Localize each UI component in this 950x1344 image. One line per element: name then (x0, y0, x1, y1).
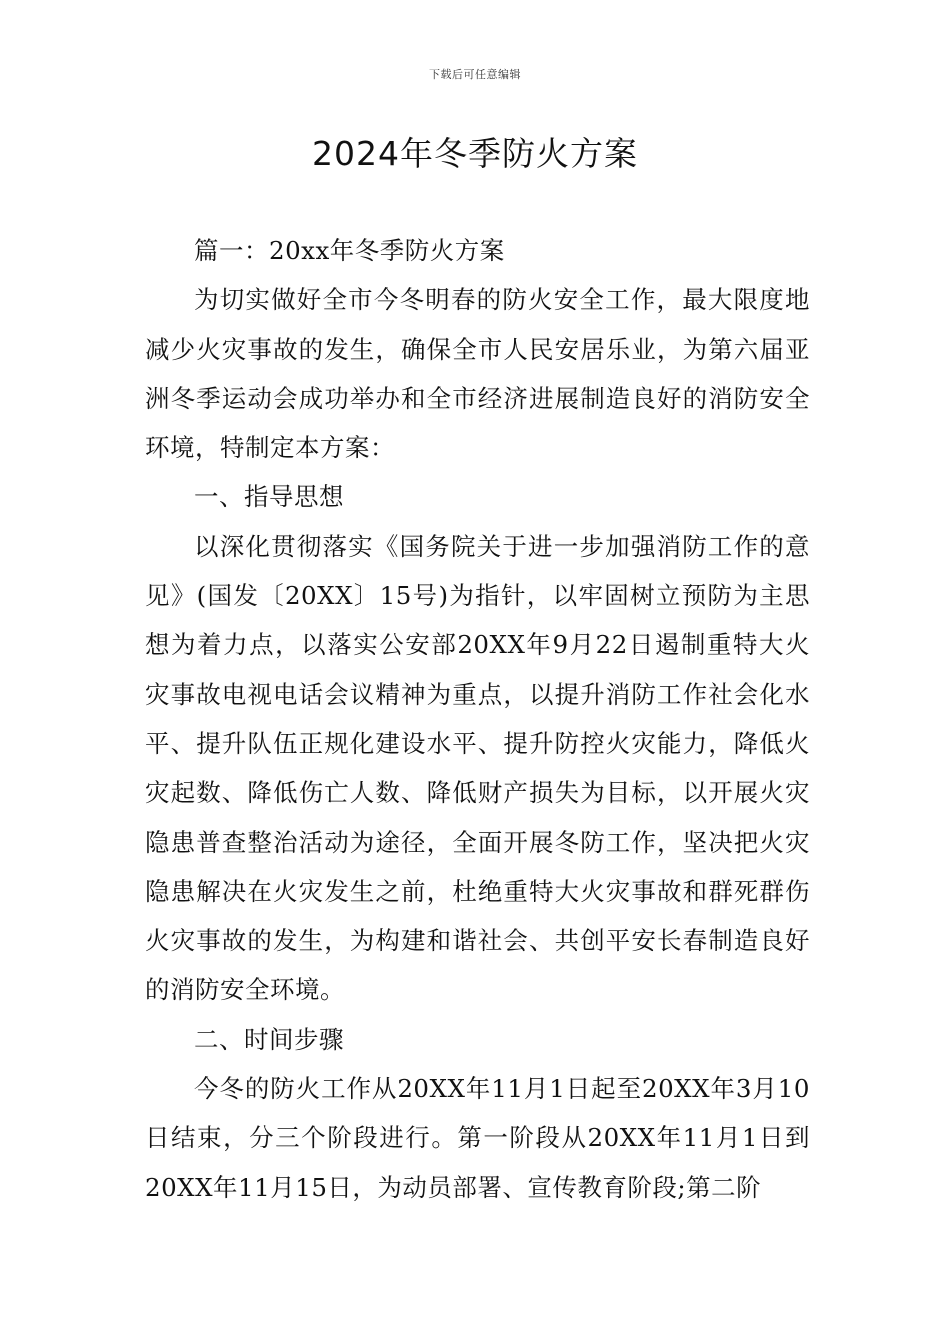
document-title: 2024年冬季防火方案 (312, 134, 638, 173)
part-title: 篇一：20xx年冬季防火方案 (194, 236, 505, 265)
intro-paragraph: 为切实做好全市今冬明春的防火安全工作，最大限度地减少火灾事故的发生，确保全市人民安居乐业，为第六届亚洲冬季运动会成功举办和全市经济进展制造良好的消防安全环境，特制定本方案： (145, 285, 810, 463)
header-note: 下载后可任意编辑 (429, 68, 521, 81)
time-steps-paragraph: 今冬的防火工作从20XX年11月1日起至20XX年3月10日结束，分三个阶段进行。第一阶段从20XX年11月1日到20XX年11月15日，为动员部署、宣传教育阶段;第二阶 (145, 1074, 810, 1202)
section-heading-time-steps: 二、时间步骤 (194, 1024, 344, 1054)
section-heading-guiding-ideology: 一、指导思想 (194, 482, 344, 512)
guiding-ideology-paragraph: 以深化贯彻落实《国务院关于进一步加强消防工作的意见》(国发〔20XX〕15号)为指针，以牢固树立预防为主思想为着力点，以落实公安部20XX年9月22日遏制重特大火灾事故电视电话会议精神为重点，以提升消防工作社会化水平、提升队伍正规化建设水平、提升防控火灾能力，降低火灾起数、降低伤亡人数、降低财产损失为目标，以开展火灾隐患普查整治活动为途径，全面开展冬防工作，坚决把火灾隐患解决在火灾发生之前，杜绝重特大火灾事故和群死群伤火灾事故的发生，为构建和谐社会、共创平安长春制造良好的消防安全环境。 (145, 531, 810, 1005)
document-body (145, 226, 810, 1212)
